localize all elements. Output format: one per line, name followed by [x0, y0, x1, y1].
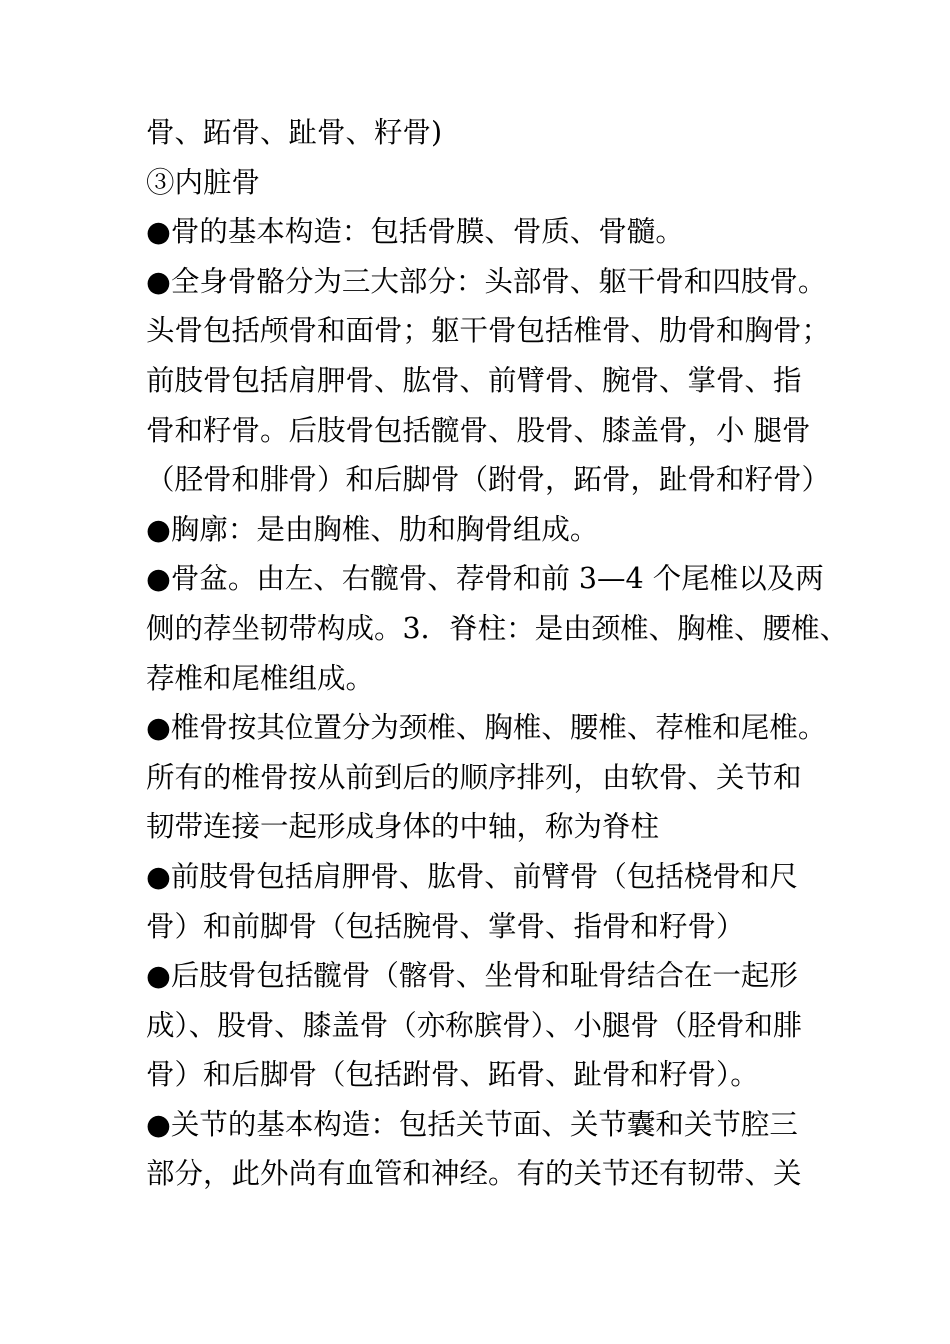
text-line: 头骨包括颅骨和面骨；躯干骨包括椎骨、肋骨和胸骨；	[146, 314, 831, 348]
text-line: ●关节的基本构造：包括关节面、关节囊和关节腔三	[146, 1107, 798, 1141]
text-line: 部分，此外尚有血管和神经。有的关节还有韧带、关	[146, 1157, 802, 1191]
text-line: ③内脏骨	[146, 165, 261, 199]
text-line: ●骨的基本构造：包括骨膜、骨质、骨髓。	[146, 215, 684, 249]
text-line: ●骨盆。由左、右髋骨、荐骨和前 3—4 个尾椎以及两	[146, 562, 824, 596]
text-line: ●全身骨骼分为三大部分：头部骨、躯干骨和四肢骨。	[146, 264, 827, 298]
text-line: 成）、股骨、膝盖骨（亦称膑骨）、小腿骨（胫骨和腓	[146, 1008, 802, 1042]
document-body	[146, 108, 849, 1199]
text-line: 骨）和前脚骨（包括腕骨、掌骨、指骨和籽骨）	[146, 909, 745, 943]
text-line: 荐椎和尾椎组成。	[146, 661, 375, 695]
text-line: ●胸廓：是由胸椎、肋和胸骨组成。	[146, 512, 599, 546]
text-line: ●后肢骨包括髋骨（髂骨、坐骨和耻骨结合在一起形	[146, 959, 798, 993]
text-line: （胫骨和腓骨）和后脚骨（跗骨，跖骨，趾骨和籽骨）	[146, 463, 831, 497]
text-line: 侧的荐坐韧带构成。3．脊柱：是由颈椎、胸椎、腰椎、	[146, 611, 849, 645]
text-line: 前肢骨包括肩胛骨、肱骨、前臂骨、腕骨、掌骨、指	[146, 363, 802, 397]
text-line: 韧带连接一起形成身体的中轴，称为脊柱	[146, 810, 660, 844]
text-line: 骨和籽骨。后肢骨包括髋骨、股骨、膝盖骨，小 腿骨	[146, 413, 811, 447]
text-line: ●椎骨按其位置分为颈椎、胸椎、腰椎、荐椎和尾椎。	[146, 711, 827, 745]
text-line: 骨）和后脚骨（包括跗骨、跖骨、趾骨和籽骨）。	[146, 1058, 759, 1092]
text-line: ●前肢骨包括肩胛骨、肱骨、前臂骨（包括桡骨和尺	[146, 859, 798, 893]
text-line: 所有的椎骨按从前到后的顺序排列，由软骨、关节和	[146, 760, 802, 794]
text-line: 骨、跖骨、趾骨、籽骨)	[146, 116, 443, 149]
